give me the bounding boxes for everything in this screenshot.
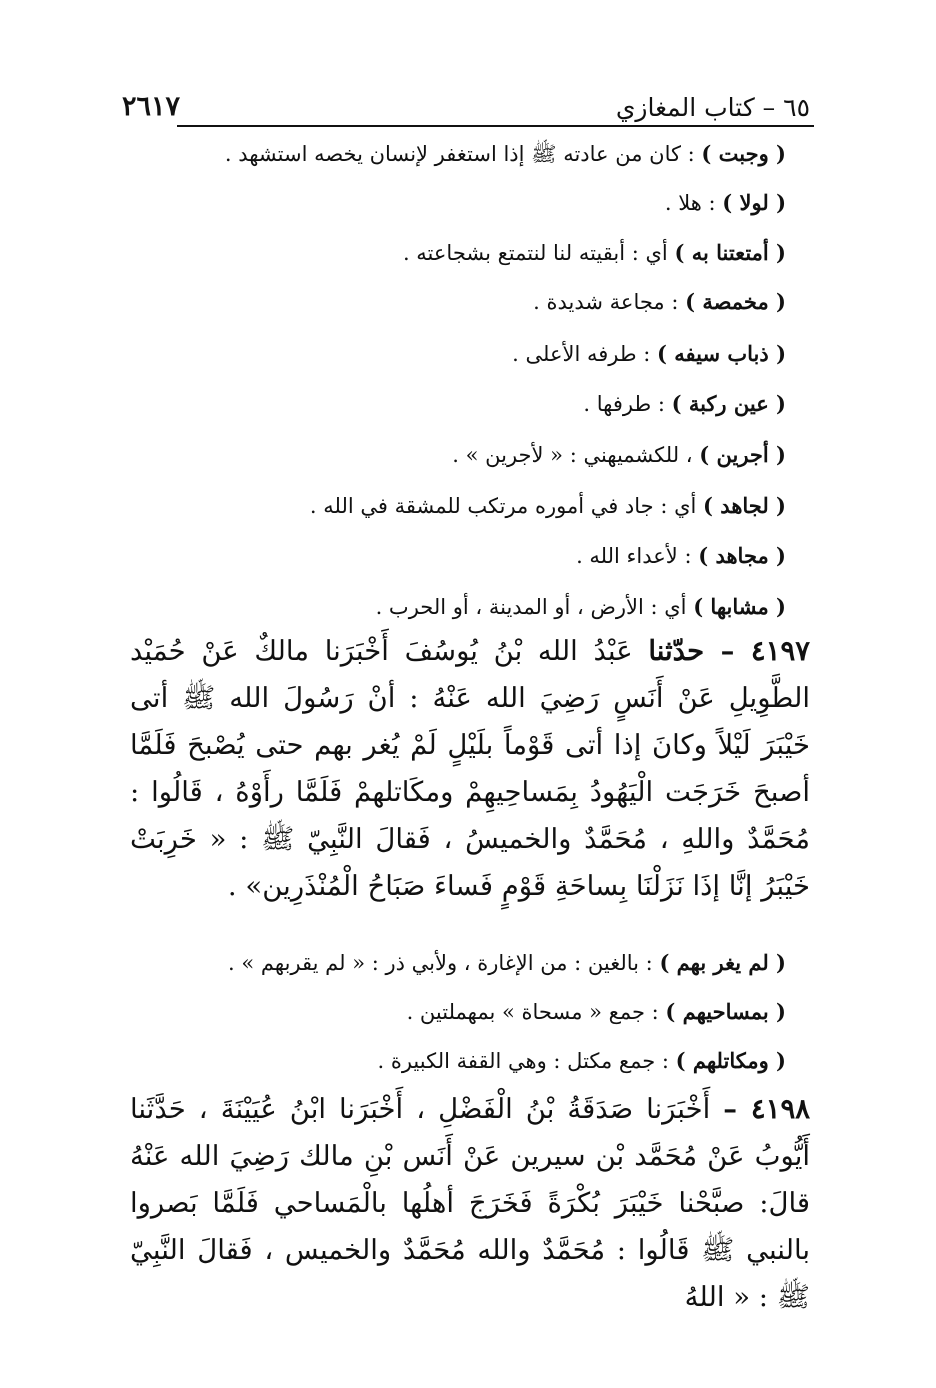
hadith-number: ٤١٩٨ –: [723, 1093, 810, 1125]
gloss-text: : طرفه الأعلى .: [512, 342, 658, 366]
gloss-term: ( لجاهد ): [703, 493, 786, 518]
gloss-term: ( مشابها ): [693, 594, 786, 619]
gloss-line: [146, 491, 786, 521]
gloss-term: ( بمساحيهم ): [665, 999, 786, 1024]
page-number: ٢٦١٧: [122, 91, 181, 122]
gloss-text: : مجاعة شديدة .: [533, 290, 686, 314]
gloss-line: [146, 139, 786, 169]
gloss-text: ، للكشميهني : « لأجرين » .: [452, 443, 700, 467]
gloss-term: ( أجرين ): [699, 442, 786, 467]
gloss-term: ( ذباب سيفه ): [657, 341, 786, 366]
hadith-4198: [130, 1086, 810, 1321]
gloss-term: ( وجبت ): [701, 141, 786, 166]
gloss-text: : هلا .: [664, 191, 723, 215]
gloss-text: أي : أبقيته لنا لنتمتع بشجاعته .: [402, 241, 675, 265]
gloss-line: [146, 997, 786, 1027]
gloss-text: : جمع مكتل : وهي القفة الكبيرة .: [377, 1049, 676, 1073]
gloss-line: [146, 948, 786, 978]
page-header: [122, 70, 810, 122]
gloss-text: : بالغين : من الإغارة ، ولأبي ذر : « لم يقربهم » .: [228, 951, 660, 975]
gloss-text: : طرفها .: [583, 392, 672, 416]
running-title: ٦٥ – كتاب المغازي: [615, 93, 810, 122]
gloss-term: ( أمتعتنا به ): [674, 240, 786, 265]
gloss-text: أي : الأرض ، أو المدينة ، أو الحرب .: [375, 595, 694, 619]
gloss-text: : لأعداء الله .: [576, 544, 699, 568]
gloss-text: : جمع « مسحاة » بمهملتين .: [406, 1000, 666, 1024]
gloss-line: [146, 541, 786, 571]
gloss-text: : كان من عادته ﷺ إذا استغفر لإنسان يخصه استشهد .: [224, 142, 702, 166]
gloss-line: [146, 389, 786, 419]
gloss-term: ( عين ركبة ): [671, 391, 786, 416]
gloss-term: ( ومكاتلهم ): [675, 1048, 786, 1073]
gloss-term: ( مجاهد ): [698, 543, 786, 568]
hadith-4197: [130, 628, 810, 910]
gloss-line: [146, 238, 786, 268]
gloss-line: [146, 440, 786, 470]
gloss-line: [146, 188, 786, 218]
gloss-text: أي : جاد في أموره مرتكب للمشقة في الله .: [309, 494, 704, 518]
hadith-text: عَبْدُ الله بْنُ يُوسُفَ أَخْبَرَنا مالكٌ عَنْ حُمَيْد الطَّوِيلِ عَنْ أَنَسٍ رَضِيَ الله عَنْهُ : أنْ رَسُولَ الله ﷺ أتى خَيْبَرَ لَيْلاً وكانَ إذا أتى قَوْماً بلَيْلٍ لَمْ يُغر بهم حتى يُصْبحَ فَلَمَّا أصبحَ خَرَجَت الْيَهُودُ بِمَساحِيهِمْ ومكَاتلهمْ فَلَمَّا رأَوْهُ ، قَالُوا : مُحَمَّدٌ واللهِ ، مُحَمَّدٌ والخميسُ ، فَقالَ النَّبِيّ ﷺ : « خَرِبَتْ خَيْبَرُ إنَّا إذَا نَزَلْنَا بِساحَةِ قَوْمٍ فَساءَ صَبَاحُ الْمُنْذَرِين» .: [130, 635, 810, 902]
gloss-line: [146, 339, 786, 369]
gloss-line: [146, 287, 786, 317]
hadith-number: ٤١٩٧ – حدّثنا: [648, 635, 810, 667]
gloss-term: ( مخمصة ): [685, 289, 786, 314]
gloss-term: ( لم يغر بهم ): [659, 950, 786, 975]
hadith-text: أَخْبَرَنا صَدَقَةُ بْنُ الْفَضْلِ ، أَخْبَرَنا ابْنُ عُيَيْنَةَ ، حَدَّثَنا أَيُّوبُ عَنْ مُحَمَّد بْن سيرين عَنْ أَنَس بْنِ مالك رَضِيَ الله عَنْهُ قالَ: صبَّحْنا خَيْبَرَ بُكْرَةً فَخَرَجَ أهلُها بالْمَساحي فَلَمَّا بَصروا بالنبي ﷺ قَالُوا : مُحَمَّدٌ والله مُحَمَّدٌ والخميس ، فَقالَ النَّبِيّ ﷺ : « اللهُ: [130, 1093, 810, 1313]
gloss-line: [146, 1046, 786, 1076]
header-rule: [177, 125, 814, 127]
gloss-line: [146, 592, 786, 622]
gloss-term: ( لولا ): [722, 190, 786, 215]
